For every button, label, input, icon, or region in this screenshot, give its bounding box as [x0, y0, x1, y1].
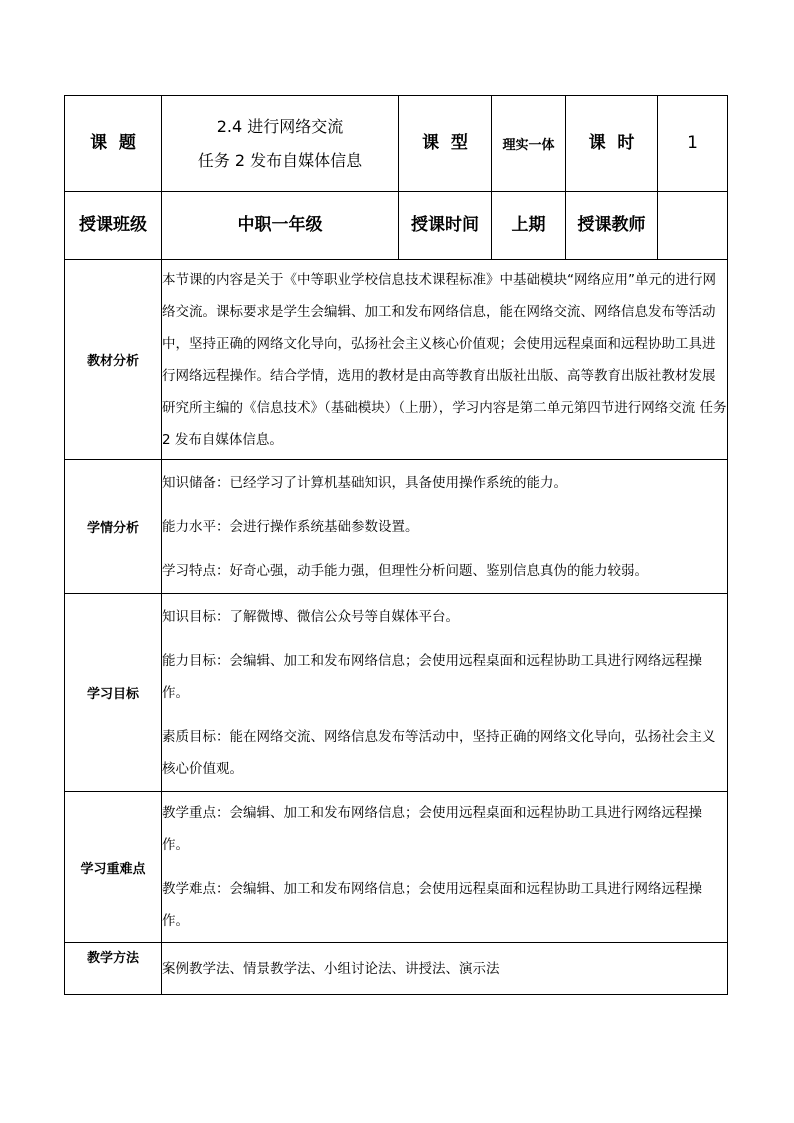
- hours-value: 1: [658, 96, 728, 192]
- goals-content: [162, 594, 728, 792]
- section-textbook: [65, 260, 728, 460]
- textbook-content: [162, 260, 728, 460]
- teacher-value: [658, 192, 728, 260]
- topic-value: [162, 96, 399, 192]
- section-learners: [65, 460, 728, 594]
- keypoints-content: [162, 792, 728, 943]
- header-row-2: [65, 192, 728, 260]
- methods-label: 教学方法: [65, 943, 162, 995]
- learners-paragraph: 能力水平：会进行操作系统基础参数设置。: [162, 518, 419, 535]
- goals-label: 学习目标: [65, 594, 162, 792]
- type-value: 理实一体: [492, 96, 566, 192]
- learners-content: [162, 460, 728, 594]
- keypoints-paragraph: 教学重点：会编辑、加工和发布网络信息；会使用远程桌面和远程协助工具进行网络远程操作。: [162, 805, 702, 853]
- section-keypoints: [65, 792, 728, 943]
- time-value: 上期: [492, 192, 566, 260]
- section-goals: [65, 594, 728, 792]
- section-methods: [65, 943, 728, 995]
- learners-label: 学情分析: [65, 460, 162, 594]
- header-row-1: [65, 96, 728, 192]
- learners-paragraph: 知识储备：已经学习了计算机基础知识，具备使用操作系统的能力。: [162, 474, 567, 491]
- goals-paragraph: 能力目标：会编辑、加工和发布网络信息；会使用远程桌面和远程协助工具进行网络远程操作。: [162, 652, 702, 701]
- goals-paragraph: 知识目标：了解微博、微信公众号等自媒体平台。: [162, 608, 459, 625]
- methods-paragraph: 案例教学法、情景教学法、小组讨论法、讲授法、演示法: [162, 960, 500, 977]
- class-label: 授课班级: [65, 192, 162, 260]
- teacher-label: 授课教师: [566, 192, 658, 260]
- textbook-label: 教材分析: [65, 260, 162, 460]
- type-label: 课 型: [399, 96, 492, 192]
- time-label: 授课时间: [399, 192, 492, 260]
- topic-line-1: 2.4 进行网络交流: [216, 116, 344, 136]
- goals-paragraph: 素质目标：能在网络交流、网络信息发布等活动中，坚持正确的网络文化导向，弘扬社会主义核心价值观。: [162, 728, 716, 777]
- textbook-paragraph: 本节课的内容是关于《中等职业学校信息技术课程标准》中基础模块“网络应用”单元的进行网络交流。课标要求是学生会编辑、加工和发布网络信息，能在网络交流、网络信息发布等活动中，坚持正确的网络文化导向，弘扬社会主义核心价值观；会使用远程桌面和远程协助工具进行网络远程操作。结合学情，选用的教材是由高等教育出版社出版、高等教育出版社教材发展研究所主编的《信息技术》（基础模块）（上册），学习内容是第二单元第四节进行网络交流 任务 2 发布自媒体信息。: [162, 271, 727, 448]
- learners-paragraph: 学习特点：好奇心强，动手能力强，但理性分析问题、鉴别信息真伪的能力较弱。: [162, 562, 648, 579]
- hours-label: 课 时: [566, 96, 658, 192]
- topic-line-2: 任务 2 发布自媒体信息: [197, 150, 363, 170]
- keypoints-paragraph: 教学难点：会编辑、加工和发布网络信息；会使用远程桌面和远程协助工具进行网络远程操作。: [162, 881, 702, 929]
- keypoints-label: 学习重难点: [65, 792, 162, 943]
- lesson-plan-table: [64, 95, 728, 995]
- methods-content: [162, 943, 728, 995]
- class-value: 中职一年级: [162, 192, 399, 260]
- topic-label: 课 题: [65, 96, 162, 192]
